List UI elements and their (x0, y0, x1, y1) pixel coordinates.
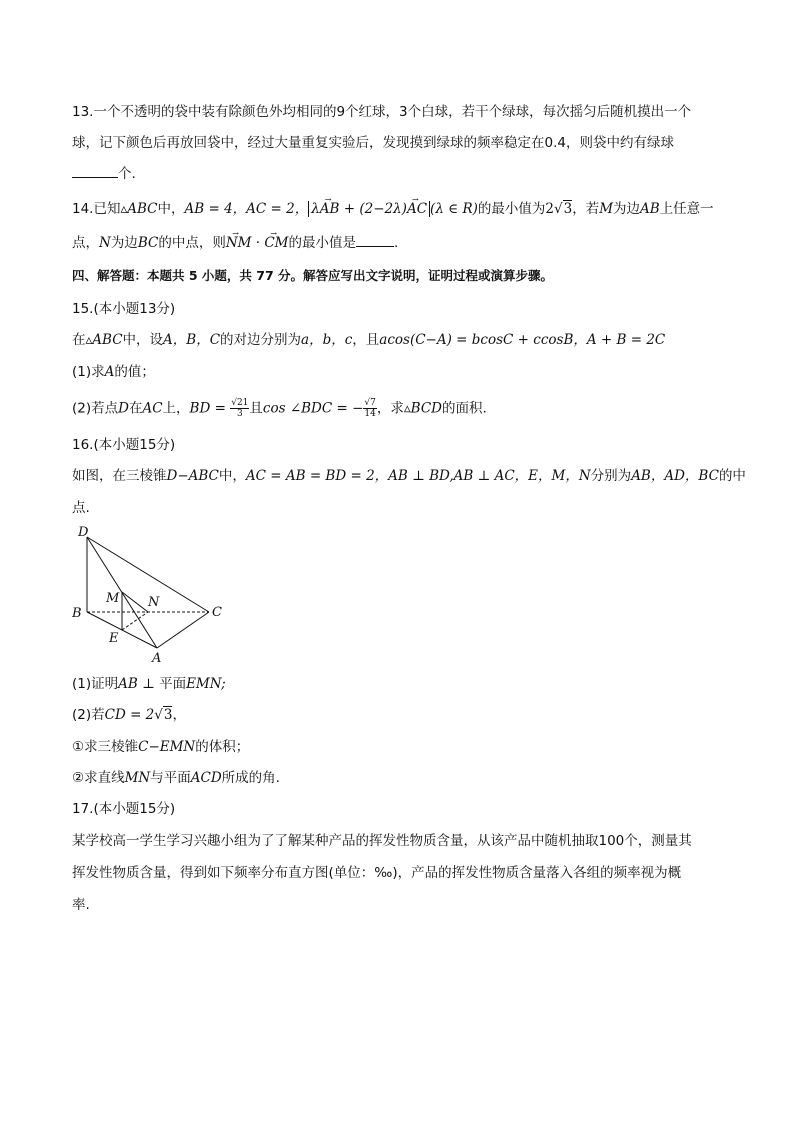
sqrt-three: √3 (553, 201, 573, 217)
angle-a: A (104, 364, 115, 380)
q13-tail: 个. (118, 166, 136, 182)
q14-text: 为边 (613, 201, 641, 217)
cd-equals: CD = 2 (104, 707, 155, 723)
q16-text: (2)若 (72, 707, 105, 723)
q16-line2: 点. (72, 500, 90, 516)
q14-text: 上任意一 (659, 201, 714, 217)
q16-text: 与平面 (150, 770, 191, 786)
q14-text: 的中点，则 (158, 235, 226, 251)
q14-text: 的最小值为 (477, 201, 546, 217)
q16-part2-2 (72, 768, 280, 788)
radicand: 3 (163, 707, 173, 723)
q14-text: 的最小值是 (288, 235, 356, 251)
numerator: 21 (236, 398, 249, 408)
denominator: 3 (236, 409, 243, 419)
label-n: N (148, 595, 160, 610)
q15-text: 的对边分别为 (220, 332, 302, 348)
label-d: D (78, 525, 89, 540)
dot-operator: · (251, 235, 265, 251)
section-heading: 四、解答题：本题共 5 小题，共 77 分。解答应写出文字说明，证明过程或演算步骤。 (72, 268, 554, 283)
answer-blank (356, 232, 394, 247)
q16-text: 的体积； (195, 739, 250, 755)
q14-condition: AB = 4，AC = 2， (184, 201, 309, 217)
label-m: M (106, 591, 120, 606)
q16-part2 (72, 705, 186, 725)
q16-text: 所成的角. (221, 770, 280, 786)
q16-line1 (72, 466, 746, 486)
q15-angles: A，B，C (163, 332, 221, 348)
segment-ac: AC (142, 400, 163, 417)
q16-text: 的中 (718, 468, 746, 484)
bd-equals: BD = (189, 400, 226, 417)
q16-part2-1 (72, 737, 249, 757)
answer-blank (72, 163, 118, 178)
vector-nm: → NM (226, 233, 252, 253)
q16-text: (1)证明 (72, 676, 119, 692)
q16-text: 如图，在三棱锥 (72, 468, 167, 484)
triangle-bcd: ▵BCD (403, 400, 442, 417)
label-e: E (109, 631, 119, 646)
q16-condition: AC = AB = BD = 2，AB ⊥ BD,AB ⊥ AC，E，M，N (245, 468, 591, 484)
q16-text: 平面 (159, 676, 187, 692)
q14-coef-two: 2 (545, 201, 554, 217)
q15-text: (1)求 (72, 364, 105, 380)
q15-text: 在 (128, 400, 143, 417)
q16-text: 中， (218, 468, 246, 484)
q13-line3 (72, 163, 136, 184)
q15-part2 (72, 398, 487, 419)
q16-text: ①求三棱锥 (72, 739, 139, 755)
plane-emn: EMN; (186, 676, 226, 692)
vector-ac: → AC (407, 199, 427, 219)
point-m: M (599, 201, 614, 217)
q15-text: (2)若点 (72, 400, 119, 417)
denominator: 14 (364, 409, 376, 419)
fraction-bd: $\frac{√21}{3}$ (231, 398, 249, 419)
q13-line1: 13.一个不透明的袋中装有除颜色外均相同的9个红球，3个白球，若干个绿球，每次摇匀后随机摸出一个 (72, 104, 692, 120)
radicand: 3 (563, 201, 573, 217)
q14-text: 点， (72, 235, 99, 251)
q17-line2: 挥发性物质含量，得到如下频率分布直方图(单位：‰)，产品的挥发性物质含量落入各组的频率视为概 (72, 865, 682, 881)
segment-ab: AB (640, 201, 660, 217)
q14-range: (λ ∈ R) (430, 201, 478, 217)
tetrahedron-figure (72, 524, 232, 664)
q14-text: 14.已知 (72, 201, 121, 217)
q14-text: . (394, 235, 399, 251)
label-a: A (152, 651, 162, 664)
q16-text: ②求直线 (72, 770, 125, 786)
label-b: B (72, 606, 82, 621)
q15-text: 在 (72, 332, 86, 348)
q15-text: 上， (162, 400, 190, 417)
q16-part1 (72, 674, 226, 694)
q15-line1 (72, 330, 665, 350)
q14-triangle: ▵ABC (120, 201, 158, 217)
q14-vector-norm (308, 201, 430, 217)
label-c: C (212, 605, 222, 620)
vector-cm: → CM (264, 233, 288, 253)
q14-text: 为边 (110, 235, 138, 251)
q15-text: 的面积. (442, 400, 487, 417)
q13-line2: 球，记下颜色后再放回袋中，经过大量重复实验后，发现摸到绿球的频率稳定在0.4，则袋中约有绿球 (72, 135, 674, 151)
segment-bc: BC (137, 235, 159, 251)
q14-line2 (72, 232, 398, 253)
q15-sides: a，b，c (301, 332, 353, 348)
point-d: D (118, 400, 129, 417)
tetrahedron-dabc: D−ABC (166, 468, 219, 484)
vector-ab: → AB (320, 199, 340, 219)
q15-equation: acos(C−A) = bcosC + ccosB，A + B = 2C (379, 332, 666, 348)
q17-heading: 17.(本小题15分) (72, 801, 176, 817)
q14-text: 中， (157, 201, 185, 217)
ab-perp: AB ⊥ (118, 676, 160, 692)
line-mn: MN (124, 770, 151, 786)
fraction-cos: $\frac{√7}{14}$ (364, 398, 376, 419)
q14-coef: + (2−2λ) (339, 201, 407, 217)
q16-text: ， (172, 707, 186, 723)
q15-text: 的值； (114, 364, 155, 380)
q15-text: ，求 (376, 400, 404, 417)
sqrt-three: √3 (154, 707, 173, 723)
q15-heading: 15.(本小题13分) (72, 301, 176, 317)
q15-text: 中，设 (122, 332, 164, 348)
plane-acd: ACD (190, 770, 222, 786)
q15-text: 且 (249, 400, 263, 417)
q16-text: 分别为 (590, 468, 632, 484)
numerator: 7 (370, 398, 376, 408)
cos-bdc: cos ∠BDC = − (262, 400, 364, 417)
tetrahedron-cemn: C−EMN (138, 739, 196, 755)
q15-part1 (72, 362, 155, 382)
segment-mn (122, 592, 148, 612)
edge-ac (157, 612, 209, 648)
q15-triangle: ▵ABC (85, 332, 123, 348)
q17-line3: 率. (72, 897, 90, 913)
q14-text: ，若 (572, 201, 600, 217)
lambda: λ (311, 201, 320, 217)
q16-heading: 16.(本小题15分) (72, 437, 176, 453)
q16-segments: AB，AD，BC (631, 468, 719, 484)
q14-line1 (72, 199, 714, 219)
point-n: N (99, 235, 111, 251)
q15-text: ，且 (352, 332, 380, 348)
q17-line1: 某学校高一学生学习兴趣小组为了了解某种产品的挥发性物质含量，从该产品中随机抽取100个，测量其 (72, 833, 692, 849)
